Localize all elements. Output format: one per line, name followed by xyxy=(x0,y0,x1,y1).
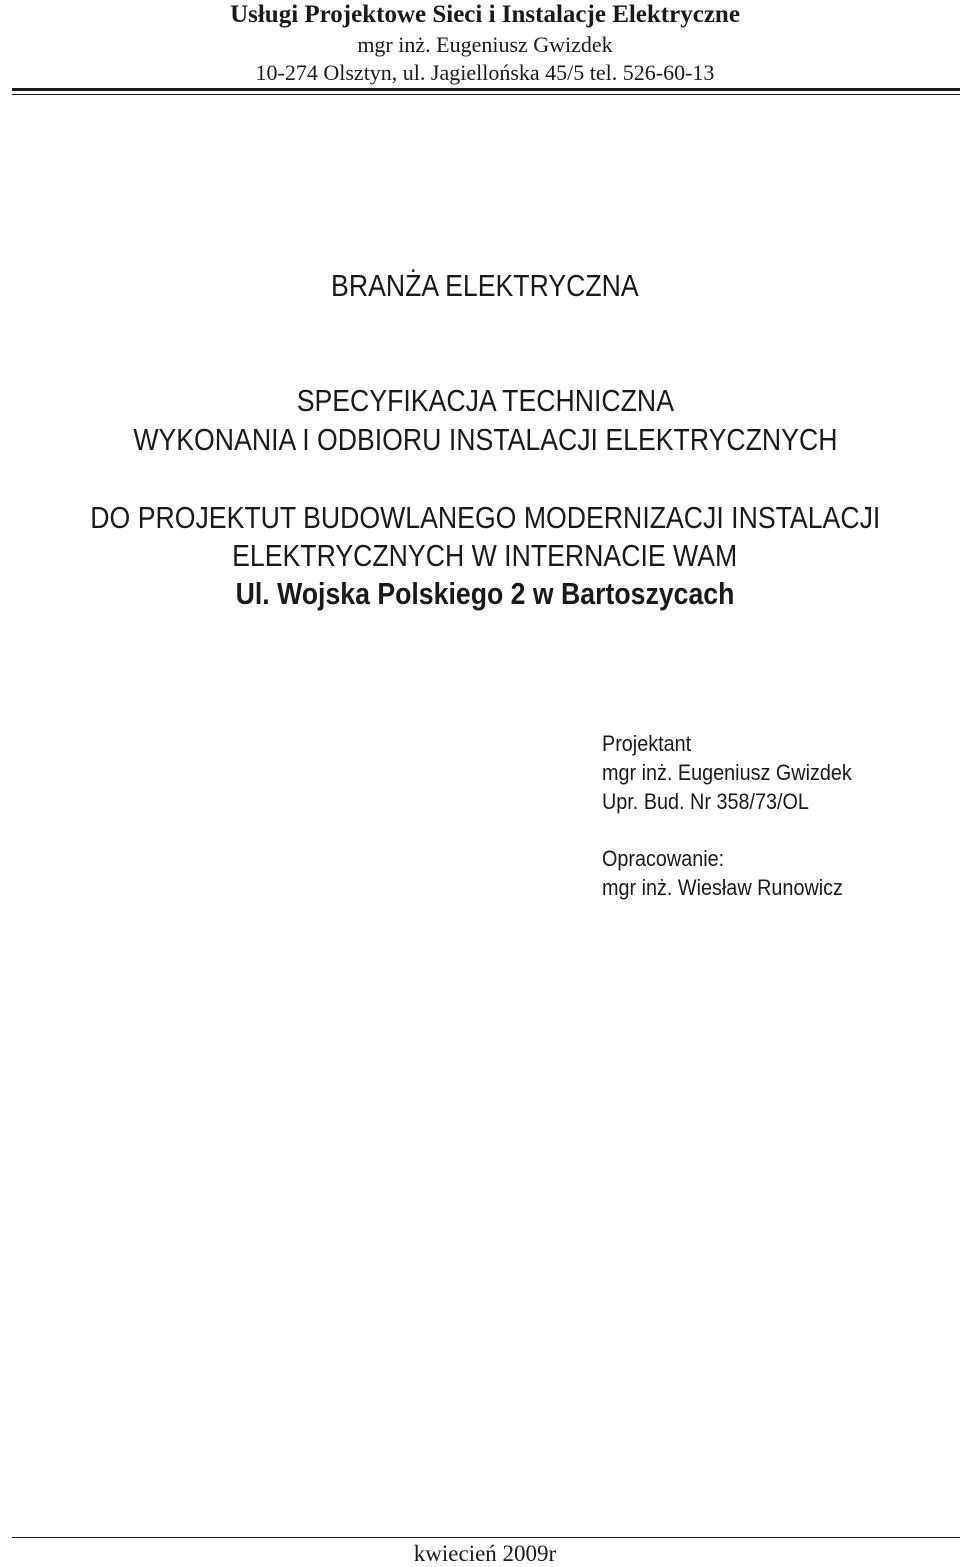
spec-title-line-2 xyxy=(0,421,960,459)
project-title-line-1 xyxy=(0,499,960,537)
header-divider-thin xyxy=(12,94,960,95)
header-divider xyxy=(12,88,960,91)
footer-divider xyxy=(12,1537,960,1538)
firm-name: Usługi Projektowe Sieci i Instalacje Elektryczne xyxy=(230,1,740,28)
prepared-by-label-text: Opracowanie: xyxy=(602,846,725,871)
designer-license xyxy=(602,787,952,816)
designer-name-text: mgr inż. Eugeniusz Gwizdek xyxy=(602,760,852,785)
prepared-by-label xyxy=(602,844,952,873)
signature-spacer xyxy=(602,816,952,844)
branch-title-text: BRANŻA ELEKTRYCZNA xyxy=(331,268,639,303)
signature-block xyxy=(602,729,952,902)
branch-title xyxy=(0,267,960,305)
letterhead-address: 10-274 Olsztyn, ul. Jagiellońska 45/5 tel. 526-60-13 xyxy=(255,60,715,85)
project-location xyxy=(0,575,960,613)
project-title-line-2-text: ELEKTRYCZNYCH W INTERNACIE WAM xyxy=(232,538,738,573)
spec-title-line-1-text: SPECYFIKACJA TECHNICZNA xyxy=(296,383,674,418)
letterhead xyxy=(0,0,960,96)
designer-label xyxy=(602,729,952,758)
prepared-by-name-text: mgr inż. Wiesław Runowicz xyxy=(602,875,843,900)
letterhead-engineer: mgr inż. Eugeniusz Gwizdek xyxy=(357,32,613,57)
project-title-line-1-text: DO PROJEKTUT BUDOWLANEGO MODERNIZACJI INSTALACJI xyxy=(89,500,881,535)
designer-name xyxy=(602,758,952,787)
designer-label-text: Projektant xyxy=(602,731,692,756)
footer-date: kwiecień 2009r xyxy=(413,1541,557,1566)
prepared-by-name xyxy=(602,873,952,902)
project-title-line-2 xyxy=(0,537,960,575)
project-location-text: Ul. Wojska Polskiego 2 w Bartoszycach xyxy=(235,576,735,611)
spec-title-line-1 xyxy=(0,382,960,420)
designer-license-text: Upr. Bud. Nr 358/73/OL xyxy=(602,789,809,814)
spec-title-line-2-text: WYKONANIA I ODBIORU INSTALACJI ELEKTRYCZNYCH xyxy=(132,422,838,457)
